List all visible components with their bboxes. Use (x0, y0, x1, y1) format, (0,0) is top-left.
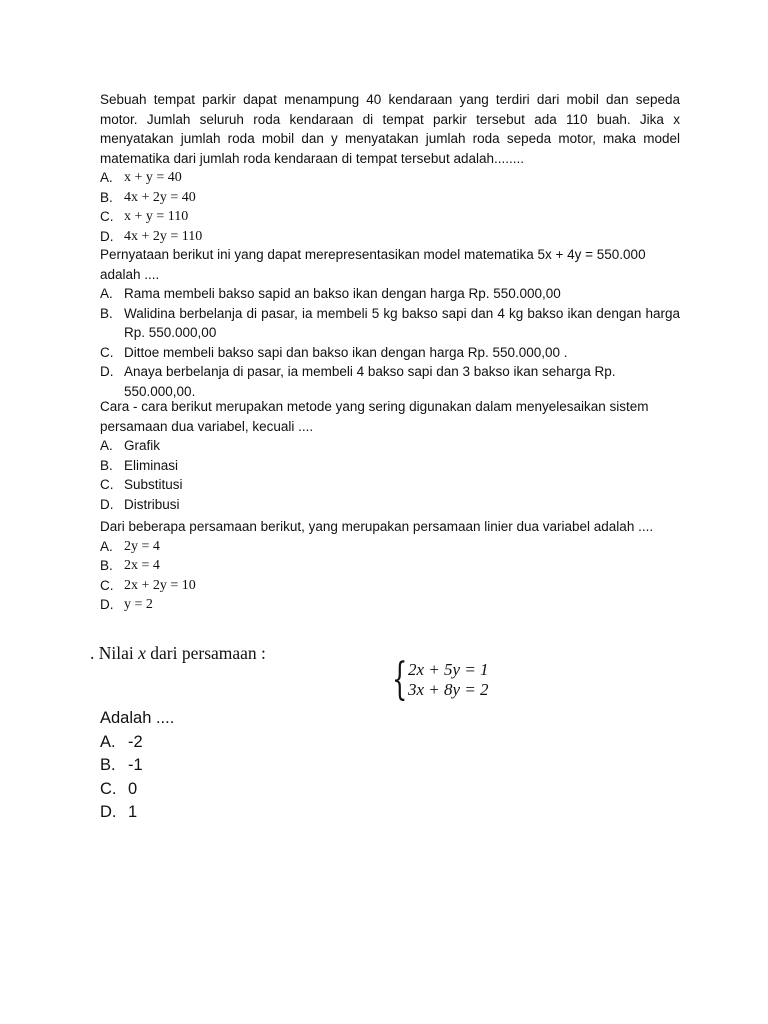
option-label: A. (100, 438, 113, 453)
question-1-option-c (100, 207, 680, 227)
option-text: Grafik (124, 438, 161, 453)
question-5-option-c (100, 778, 174, 802)
question-5-stem-suffix: dari persamaan : (145, 643, 266, 663)
option-label: A. (100, 732, 116, 751)
option-label: A. (100, 170, 113, 185)
option-label: C. (100, 577, 114, 593)
question-3-option-c (100, 475, 680, 495)
option-label: D. (100, 496, 114, 512)
question-1-option-d (100, 227, 680, 247)
option-text: 2x = 4 (124, 558, 160, 573)
option-label: B. (100, 558, 113, 573)
question-3 (100, 397, 680, 514)
option-label: C. (100, 209, 114, 224)
equation-1: 2x + 5y = 1 (408, 660, 489, 679)
question-3-option-b (100, 456, 680, 476)
option-text: Rama membeli bakso sapid an bakso ikan dengan harga Rp. 550.000,00 (124, 286, 561, 301)
option-text: 4x + 2y = 110 (124, 228, 203, 244)
option-text: Eliminasi (124, 457, 179, 473)
question-1 (100, 90, 680, 246)
option-text: Dittoe membeli bakso sapi dan bakso ikan dengan harga Rp. 550.000,00 . (124, 344, 568, 360)
option-text: Anaya berbelanja di pasar, ia membeli 4 bakso sapi dan 3 bakso ikan seharga Rp. 550.000,00. (124, 364, 616, 399)
question-3-option-a (100, 436, 680, 456)
option-text: 2y = 4 (124, 538, 160, 554)
option-label: A. (100, 538, 113, 554)
option-label: D. (100, 228, 114, 244)
option-label: B. (100, 756, 116, 774)
question-2-option-a (100, 284, 680, 304)
equation-system (392, 654, 489, 705)
option-text: Distribusi (124, 496, 180, 512)
equation-list (408, 660, 489, 700)
question-4-stem: Dari beberapa persamaan berikut, yang merupakan persamaan linier dua variabel adalah .... (100, 519, 654, 534)
question-2-option-c (100, 343, 680, 363)
question-5-option-a (100, 731, 174, 755)
question-5-stem-prefix: . Nilai (90, 643, 139, 663)
question-1-option-a (100, 168, 680, 188)
option-text: Substitusi (124, 477, 183, 492)
question-4-option-b (100, 556, 680, 576)
question-5-stem (90, 643, 266, 664)
option-label: D. (100, 597, 114, 612)
option-label: D. (100, 803, 117, 821)
question-5-option-d (100, 801, 174, 825)
option-label: C. (100, 779, 117, 798)
question-4-option-d (100, 595, 680, 615)
left-brace-icon: { (392, 654, 408, 705)
option-text: x + y = 110 (124, 209, 189, 224)
question-5-prompt: Adalah .... (100, 709, 175, 727)
question-5-option-b (100, 754, 174, 778)
question-2-option-d (100, 362, 680, 401)
question-1-option-b (100, 188, 680, 208)
option-text: -2 (128, 732, 143, 751)
option-label: C. (100, 344, 114, 360)
question-3-option-d (100, 495, 680, 515)
question-3-stem: Cara - cara berikut merupakan metode yang sering digunakan dalam menyelesaikan sistem persamaan dua variabel, kecuali .... (100, 399, 649, 434)
option-text: -1 (128, 756, 143, 774)
option-label: B. (100, 189, 113, 205)
question-5-variable: x (138, 643, 146, 663)
question-4-option-c (100, 576, 680, 596)
question-5-answers (100, 707, 174, 825)
option-text: y = 2 (124, 597, 153, 612)
question-4-option-a (100, 537, 680, 557)
option-text: x + y = 40 (124, 170, 182, 185)
option-text: 1 (128, 803, 138, 821)
option-text: 2x + 2y = 10 (124, 577, 196, 593)
option-label: D. (100, 364, 114, 379)
option-label: B. (100, 305, 113, 321)
question-1-stem: Sebuah tempat parkir dapat menampung 40 kendaraan yang terdiri dari mobil dan sepeda motor. Jumlah seluruh roda kendaraan di tempat parkir tersebut ada 110 buah. Jika x menyatakan jumlah roda mobil dan y menyatakan jumlah roda sepeda motor, maka model matematika dari jumlah roda kendaraan di tempat tersebut adalah........ (100, 92, 680, 166)
question-2-option-b (100, 304, 680, 343)
option-text: 0 (128, 779, 138, 798)
option-text: 4x + 2y = 40 (124, 189, 196, 205)
option-label: C. (100, 477, 114, 492)
question-2-stem: Pernyataan berikut ini yang dapat merepresentasikan model matematika 5x + 4y = 550.000 adalah .... (100, 247, 646, 282)
option-label: A. (100, 286, 113, 301)
option-label: B. (100, 457, 113, 473)
question-2 (100, 245, 680, 401)
question-4 (100, 517, 680, 615)
option-text: Walidina berbelanja di pasar, ia membeli 5 kg bakso sapi dan 4 kg bakso ikan dengan harga Rp. 550.000,00 (124, 305, 680, 340)
equation-2: 3x + 8y = 2 (408, 680, 489, 699)
